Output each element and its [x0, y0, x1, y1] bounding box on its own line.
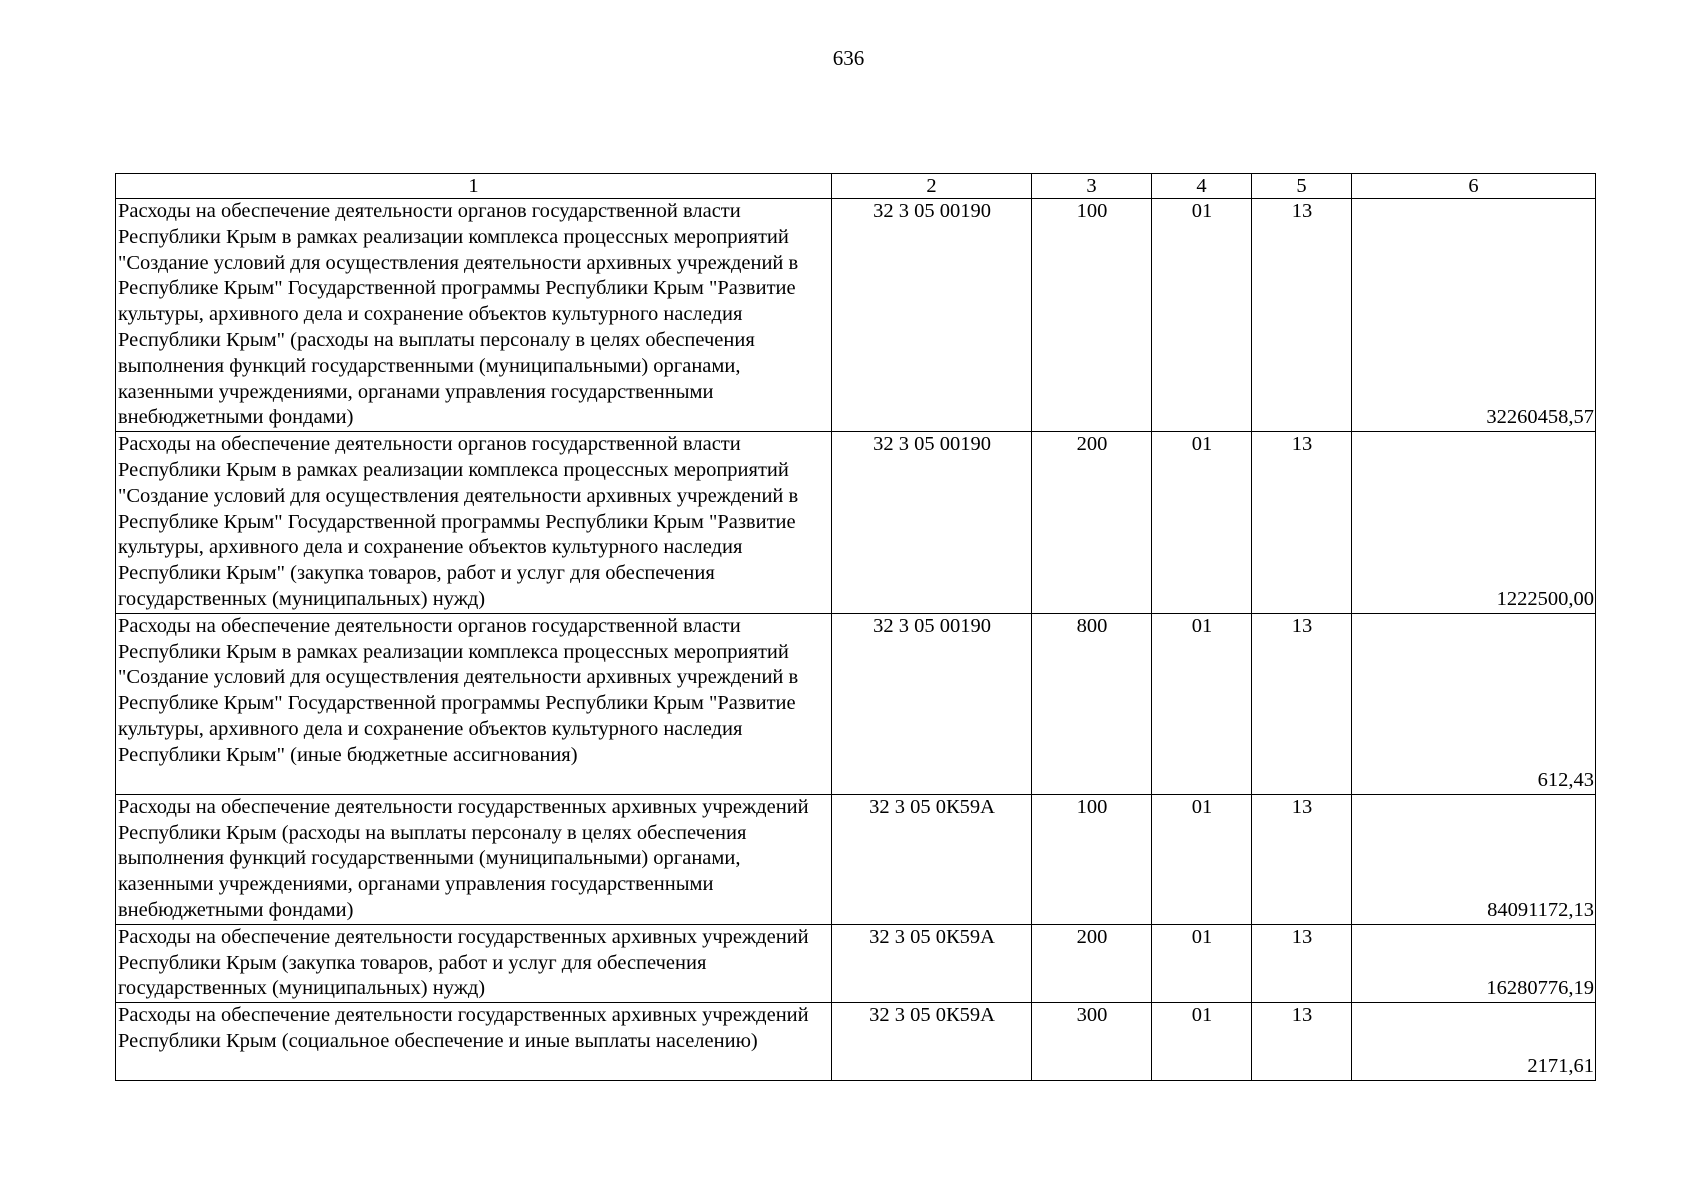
row-section: 01	[1152, 432, 1252, 614]
row-description: Расходы на обеспечение деятельности государственных архивных учреждений Республики Крым (расходы на выплаты персоналу в целях обеспечения выполнения функций государственными (муниципальными) органами, казенными учреждениями, органами управления государственными внебюджетными фондами)	[116, 794, 832, 924]
row-amount: 32260458,57	[1352, 199, 1596, 432]
header-col-4: 4	[1152, 174, 1252, 199]
row-expense-type: 200	[1032, 924, 1152, 1002]
table-header	[116, 174, 1596, 199]
row-section: 01	[1152, 199, 1252, 432]
row-expense-type: 300	[1032, 1003, 1152, 1081]
header-col-1: 1	[116, 174, 832, 199]
table-row	[116, 199, 1596, 432]
row-description: Расходы на обеспечение деятельности государственных архивных учреждений Республики Крым (социальное обеспечение и иные выплаты населению)	[116, 1003, 832, 1081]
row-section: 01	[1152, 794, 1252, 924]
header-col-2: 2	[832, 174, 1032, 199]
row-subsection: 13	[1252, 924, 1352, 1002]
row-subsection: 13	[1252, 794, 1352, 924]
row-description: Расходы на обеспечение деятельности органов государственной власти Республики Крым в рамках реализации комплекса процессных мероприятий "Создание условий для осуществления деятельности архивных учреждений в Республике Крым" Государственной программы Республики Крым "Развитие культуры, архивного дела и сохранение объектов культурного наследия Республики Крым" (иные бюджетные ассигнования)	[116, 613, 832, 794]
header-col-3: 3	[1032, 174, 1152, 199]
row-target-code: 32 3 05 0К59А	[832, 924, 1032, 1002]
row-target-code: 32 3 05 00190	[832, 199, 1032, 432]
table-row	[116, 794, 1596, 924]
row-subsection: 13	[1252, 199, 1352, 432]
row-section: 01	[1152, 924, 1252, 1002]
row-target-code: 32 3 05 00190	[832, 613, 1032, 794]
row-subsection: 13	[1252, 432, 1352, 614]
row-section: 01	[1152, 613, 1252, 794]
row-description: Расходы на обеспечение деятельности органов государственной власти Республики Крым в рамках реализации комплекса процессных мероприятий "Создание условий для осуществления деятельности архивных учреждений в Республике Крым" Государственной программы Республики Крым "Развитие культуры, архивного дела и сохранение объектов культурного наследия Республики Крым" (расходы на выплаты персоналу в целях обеспечения выполнения функций государственными (муниципальными) органами, казенными учреждениями, органами управления государственными внебюджетными фондами)	[116, 199, 832, 432]
row-target-code: 32 3 05 0К59А	[832, 794, 1032, 924]
table-body	[116, 199, 1596, 1081]
row-description: Расходы на обеспечение деятельности государственных архивных учреждений Республики Крым (закупка товаров, работ и услуг для обеспечения государственных (муниципальных) нужд)	[116, 924, 832, 1002]
table-row	[116, 1003, 1596, 1081]
row-subsection: 13	[1252, 613, 1352, 794]
header-col-6: 6	[1352, 174, 1596, 199]
row-amount: 2171,61	[1352, 1003, 1596, 1081]
row-expense-type: 800	[1032, 613, 1152, 794]
row-section: 01	[1152, 1003, 1252, 1081]
row-expense-type: 100	[1032, 199, 1152, 432]
row-expense-type: 200	[1032, 432, 1152, 614]
row-amount: 612,43	[1352, 613, 1596, 794]
row-amount: 84091172,13	[1352, 794, 1596, 924]
row-amount: 1222500,00	[1352, 432, 1596, 614]
row-amount: 16280776,19	[1352, 924, 1596, 1002]
page-number: 636	[832, 46, 865, 70]
table-row	[116, 613, 1596, 794]
table-row	[116, 432, 1596, 614]
header-col-5: 5	[1252, 174, 1352, 199]
row-subsection: 13	[1252, 1003, 1352, 1081]
row-expense-type: 100	[1032, 794, 1152, 924]
budget-table	[115, 173, 1596, 1081]
row-target-code: 32 3 05 00190	[832, 432, 1032, 614]
row-target-code: 32 3 05 0К59А	[832, 1003, 1032, 1081]
table-row	[116, 924, 1596, 1002]
row-description: Расходы на обеспечение деятельности органов государственной власти Республики Крым в рамках реализации комплекса процессных мероприятий "Создание условий для осуществления деятельности архивных учреждений в Республике Крым" Государственной программы Республики Крым "Развитие культуры, архивного дела и сохранение объектов культурного наследия Республики Крым" (закупка товаров, работ и услуг для обеспечения государственных (муниципальных) нужд)	[116, 432, 832, 614]
header-row	[116, 174, 1596, 199]
